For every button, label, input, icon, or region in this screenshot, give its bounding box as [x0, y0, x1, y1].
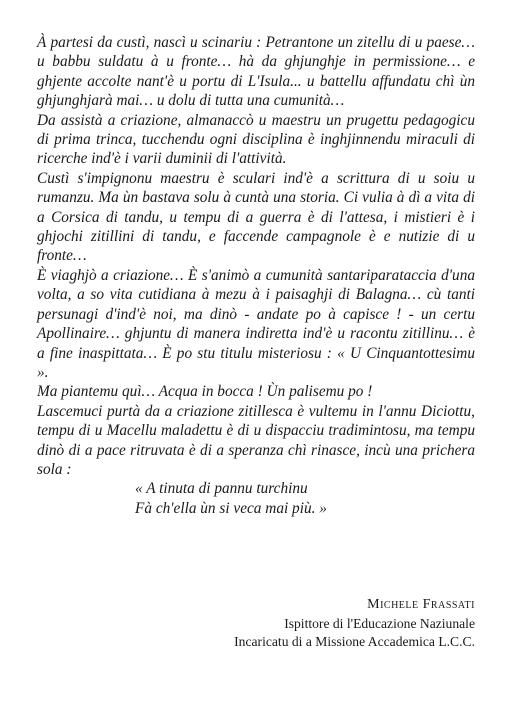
paragraph-4: È viaghjò a criazione… È s'animò a cumunità santariparataccia d'una volta, a so vita cutidiana à mezu à i paisaghji di Balagna… cù tanti persunagi d'ind'è noi, ma dinò - andate po à capisce ! - un certu Apollinaire… ghjuntu di manera indiretta ind'è u racontu zitillinu… è a fine inaspittata… È po stu titulu misteriosu : « U Cinquantottesimu ». [37, 266, 475, 381]
paragraph-2: Da assistà a criazione, almanaccò u maestru un prugettu pedagogicu di prima trinca, tucchendu ogni disciplina è inghjinnendu miraculi di ricerche ind'è i varii duminii di l'attività. [37, 111, 475, 168]
signature-title-2: Incaricatu di a Missione Accademica L.C.C. [234, 634, 475, 650]
signature-name: Michele Frassati [367, 597, 475, 612]
document-page [37, 33, 475, 518]
paragraph-3: Custì s'impignonu maestru è sculari ind'è a scrittura di u soiu u rumanzu. Ma ùn bastava solu à cuntà una storia. Ci vulia à dì a vita di a Corsica di tandu, u tempu di a guerra è di l'attesa, i mistieri è i ghjochi zitillini di tandu, e faccende campagnole è e nutizie di u fronte… [37, 169, 475, 265]
signature-title-1: Ispittore di l'Educazione Naziunale [284, 615, 475, 631]
prayer-quote [37, 479, 475, 518]
signature-block [234, 596, 475, 652]
paragraph-5: Ma piantemu quì… Acqua in bocca ! Ùn palisemu po ! [37, 383, 373, 401]
quote-line-1: « A tinuta di pannu turchinu [135, 480, 308, 498]
paragraph-6: Lascemuci purtà da a criazione zitillesca è vultemu in l'annu Diciottu, tempu di u Macellu maladettu è di u dispacciu tradimintosu, ma tempu dinò di a pace ritruvata è di a speranza chì rinasce, incù una prichera sola : [37, 402, 475, 478]
quote-line-2: Fà ch'ella ùn si veca mai più. » [135, 499, 327, 517]
paragraph-1: À partesi da custì, nascì u scinariu : Petrantone un zitellu di u paese… u babbu suldatu à u fronte… hà da ghjunghje in permissione… e ghjente accolte nant'è u portu di L'Isula... u battellu affundatu chì ùn ghjunghjarà mai… u dolu di tutta una cumunità… [37, 34, 475, 110]
body-text [37, 33, 475, 479]
